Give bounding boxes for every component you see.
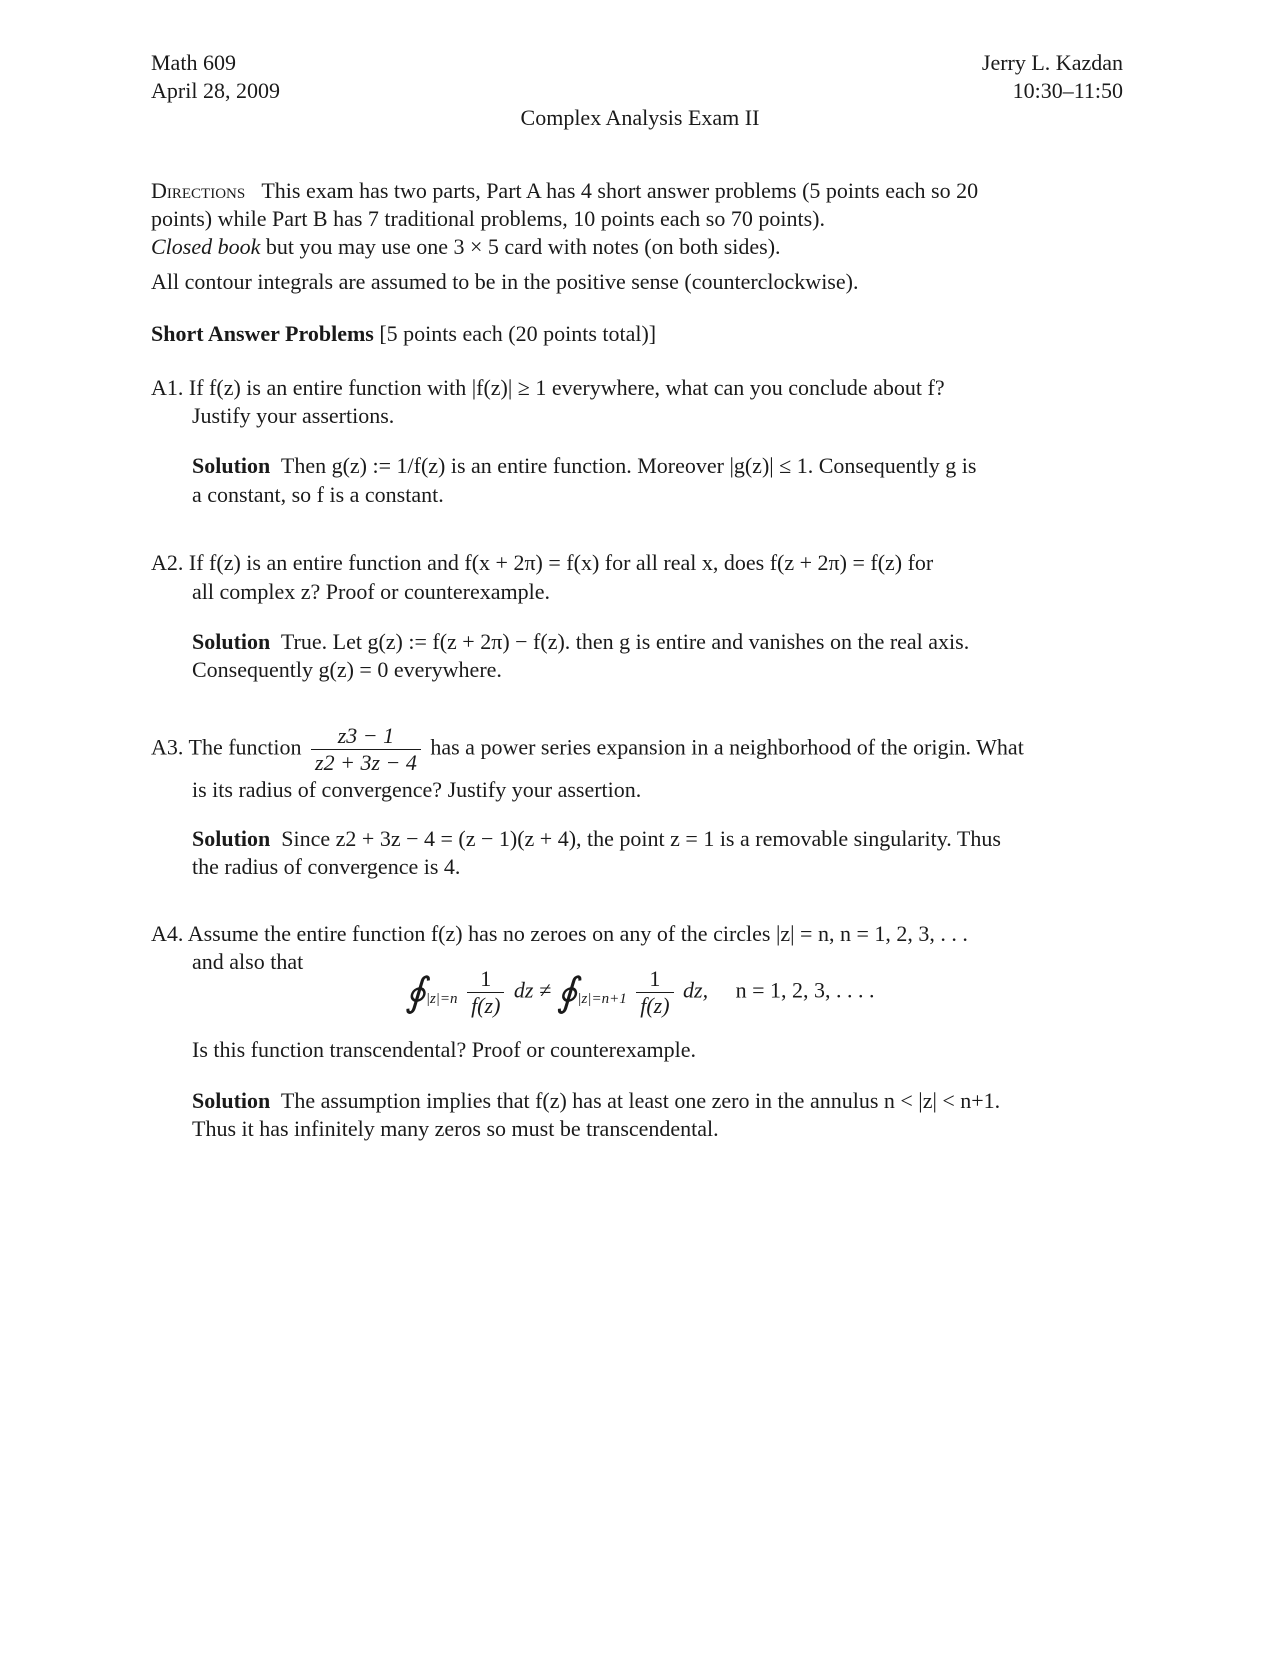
problem-a1-line-2: Justify your assertions. [192, 403, 395, 428]
problem-a3-line-1 [151, 723, 1024, 776]
section-heading [151, 320, 656, 348]
solution-a1-line-2: a constant, so f is a constant. [192, 482, 444, 507]
solution-label: Solution [192, 826, 271, 851]
directions-line-4: All contour integrals are assumed to be in the positive sense (counterclockwise). [151, 269, 859, 294]
directions-line-2: points) while Part B has 7 traditional problems, 10 points each so 70 points). [151, 206, 825, 231]
solution-a2-line-1 [192, 628, 969, 656]
solution-label: Solution [192, 1088, 271, 1113]
solution-a3-line-1 [192, 825, 1001, 853]
problem-text-post: has a power series expansion in a neighborhood of the origin. What [430, 734, 1024, 760]
solution-text: Since z2 + 3z − 4 = (z − 1)(z + 4), the point z = 1 is a removable singularity. Thus [281, 826, 1001, 851]
fraction [311, 723, 421, 776]
directions-text-1: This exam has two parts, Part A has 4 short answer problems (5 points each so 20 [261, 178, 979, 203]
integrand-numerator-1: 1 [467, 966, 504, 993]
problem-a4-line-1 [151, 920, 968, 948]
integral-subscript-1: |z|=n [425, 990, 458, 1007]
solution-a4-line-1 [192, 1087, 1000, 1115]
integral-dz-2: dz, [683, 977, 709, 1003]
integrand-fraction-2 [636, 966, 673, 1019]
solution-a4-line-2: Thus it has infinitely many zeros so must be transcendental. [192, 1116, 719, 1141]
problem-a2-line-2: all complex z? Proof or counterexample. [192, 579, 550, 604]
course-name: Math 609 [151, 50, 236, 75]
solution-a2-line-2: Consequently g(z) = 0 everywhere. [192, 657, 502, 682]
problem-a4-line-3: Is this function transcendental? Proof or counterexample. [192, 1037, 697, 1062]
solution-text: Then g(z) := 1/f(z) is an entire function. Moreover |g(z)| ≤ 1. Consequently g is [280, 453, 977, 478]
problem-a2-line-1 [151, 549, 933, 577]
problem-a4-line-2: and also that [192, 949, 304, 974]
integrand-denominator-2: f(z) [640, 993, 670, 1018]
problem-label: A3. [151, 734, 184, 760]
problem-text: Assume the entire function f(z) has no zeroes on any of the circles |z| = n, n = 1, 2, 3, . . . [187, 921, 968, 946]
problem-label: A1. [151, 375, 184, 400]
solution-label: Solution [192, 629, 271, 654]
contour-integral-icon: ∮ [405, 969, 426, 1015]
contour-integral-equation [405, 966, 875, 1019]
directions-line-3 [151, 233, 781, 261]
solution-text: The assumption implies that f(z) has at least one zero in the annulus n < |z| < n+1. [280, 1088, 1001, 1113]
problem-a3-line-2: is its radius of convergence? Justify your assertion. [192, 777, 642, 802]
integrand-numerator-2: 1 [636, 966, 673, 993]
directions-line-1 [151, 177, 978, 205]
integrand-fraction-1 [467, 966, 504, 1019]
solution-a1-line-1 [192, 452, 976, 480]
section-points: [5 points each (20 points total)] [379, 321, 657, 346]
integral-subscript-2: |z|=n+1 [577, 990, 627, 1007]
integrand-denominator-1: f(z) [471, 993, 501, 1018]
solution-a3-line-2: the radius of convergence is 4. [192, 854, 461, 879]
problem-text-pre: The function [188, 734, 302, 760]
contour-integral-icon: ∮ [556, 969, 578, 1015]
page-title: Complex Analysis Exam II [520, 105, 760, 130]
solution-text: True. Let g(z) := f(z + 2π) − f(z). then g is entire and vanishes on the real axis. [280, 629, 970, 654]
integral-dz-1: dz ≠ [513, 977, 552, 1003]
problem-text: If f(z) is an entire function with |f(z)| ≥ 1 everywhere, what can you conclude about f? [188, 375, 945, 400]
integral-range: n = 1, 2, 3, . . . . [735, 977, 875, 1003]
exam-date: April 28, 2009 [151, 78, 280, 103]
fraction-numerator: z3 − 1 [311, 723, 421, 750]
fraction-denominator: z2 + 3z − 4 [315, 750, 417, 775]
directions-text-3: but you may use one 3 × 5 card with notes (on both sides). [265, 234, 781, 259]
directions-label: Directions [151, 178, 246, 203]
author-name: Jerry L. Kazdan [981, 50, 1123, 75]
problem-text: If f(z) is an entire function and f(x + 2π) = f(x) for all real x, does f(z + 2π) = f(z) for [188, 550, 934, 575]
problem-label: A2. [151, 550, 184, 575]
problem-a1-line-1 [151, 374, 945, 402]
problem-label: A4. [151, 921, 184, 946]
closed-book-text: Closed book [151, 234, 261, 259]
exam-time: 10:30–11:50 [1012, 78, 1123, 103]
section-title: Short Answer Problems [151, 321, 374, 346]
solution-label: Solution [192, 453, 271, 478]
